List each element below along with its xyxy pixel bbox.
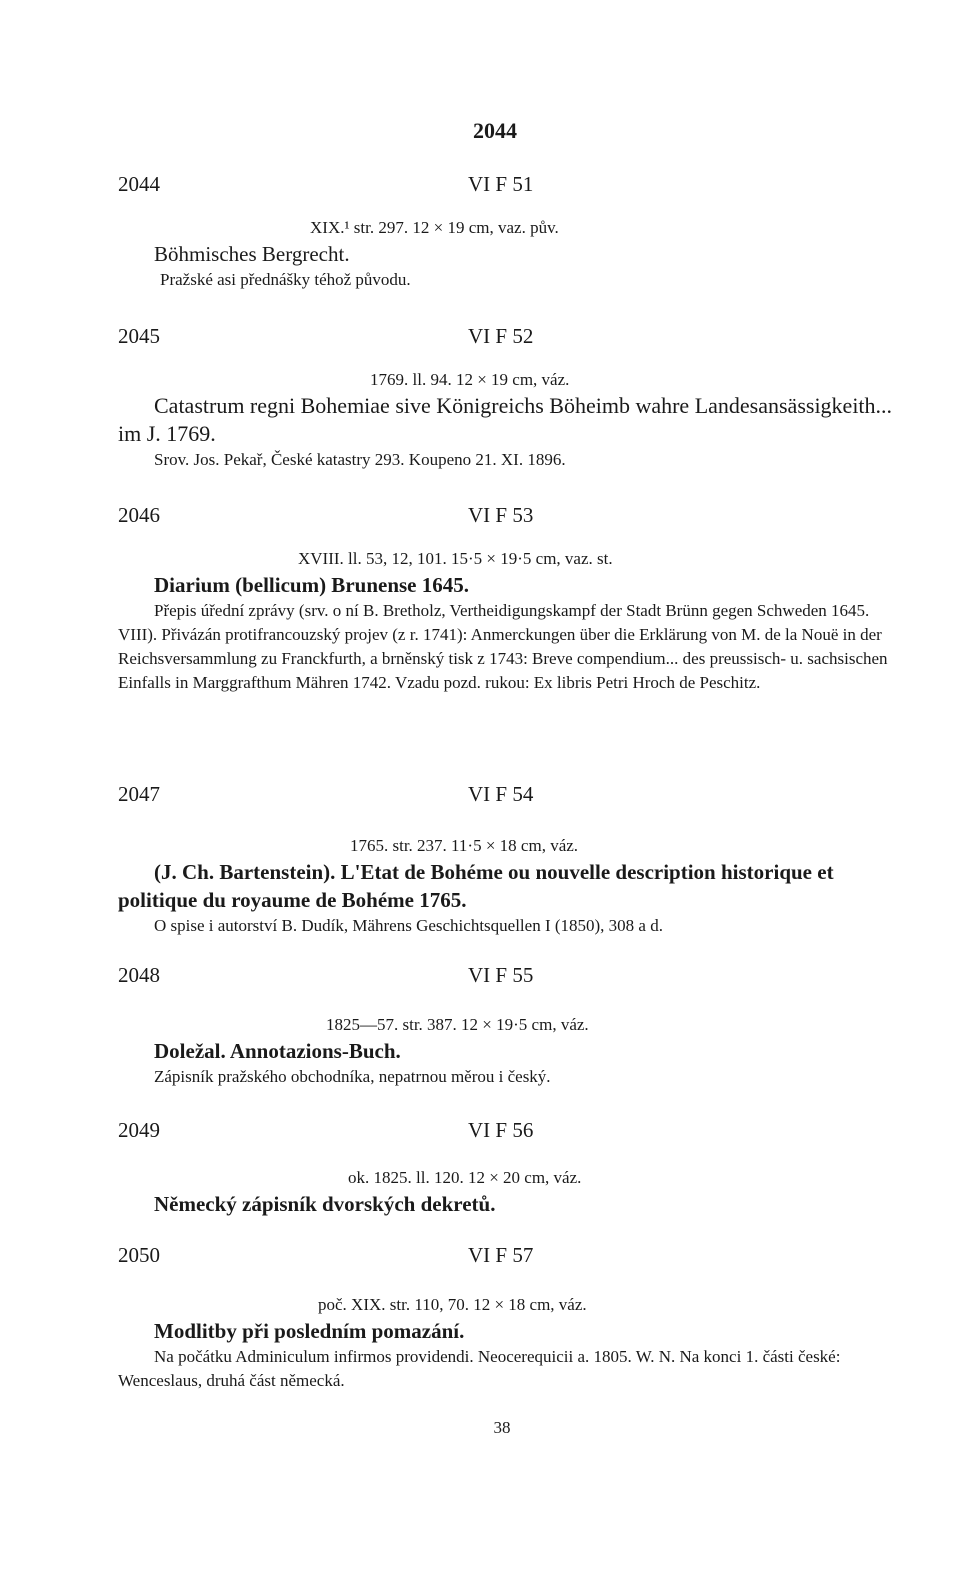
catalog-entry (118, 1243, 902, 1393)
page-header: 2044 (473, 118, 517, 143)
entry-number: 2049 (118, 1118, 160, 1142)
entry-number: 2046 (118, 503, 160, 527)
physical-description: 1765. str. 237. 11·5 × 18 cm, váz. (350, 836, 579, 855)
entry-number: 2047 (118, 782, 160, 806)
entry-number: 2048 (118, 963, 160, 987)
physical-description: 1825—57. str. 387. 12 × 19·5 cm, váz. (326, 1015, 589, 1034)
entry-note: Zápisník pražského obchodníka, nepatrnou měrou i český. (154, 1067, 551, 1086)
entry-title: Diarium (bellicum) Brunense 1645. (154, 573, 469, 597)
entry-note: Na počátku Adminiculum infirmos providendi. Neocerequicii a. 1805. W. N. Na konci 1. části české: Wenceslaus, druhá část německá. (118, 1347, 841, 1390)
entry-number: 2045 (118, 324, 160, 348)
entry-title: Catastrum regni Bohemiae sive Königreichs Böheimb wahre Landesansässigkeith... im J. 1769. (118, 393, 893, 446)
entry-title: Modlitby při posledním pomazání. (154, 1319, 465, 1343)
catalog-entry (118, 172, 902, 292)
physical-description: XVIII. ll. 53, 12, 101. 15·5 × 19·5 cm, vaz. st. (298, 549, 613, 568)
catalog-entry (118, 503, 902, 695)
catalog-entry (118, 1118, 902, 1218)
entry-note: O spise i autorství B. Dudík, Mährens Geschichtsquellen I (1850), 308 a d. (154, 916, 663, 935)
entry-number: 2050 (118, 1243, 160, 1267)
shelf-signature: VI F 51 (468, 172, 534, 196)
shelf-signature: VI F 57 (468, 1243, 534, 1267)
catalog-entry (118, 782, 902, 938)
physical-description: ok. 1825. ll. 120. 12 × 20 cm, váz. (348, 1168, 582, 1187)
entry-note: Pražské asi přednášky téhož původu. (160, 270, 411, 289)
entry-title: Böhmisches Bergrecht. (154, 242, 350, 266)
catalog-entry (118, 963, 902, 1089)
shelf-signature: VI F 56 (468, 1118, 534, 1142)
entry-note: Srov. Jos. Pekař, České katastry 293. Koupeno 21. XI. 1896. (154, 450, 566, 469)
shelf-signature: VI F 54 (468, 782, 534, 806)
catalog-entry (118, 324, 902, 472)
physical-description: poč. XIX. str. 110, 70. 12 × 18 cm, váz. (318, 1295, 587, 1314)
shelf-signature: VI F 53 (468, 503, 534, 527)
physical-description: XIX.¹ str. 297. 12 × 19 cm, vaz. pův. (310, 218, 559, 237)
shelf-signature: VI F 55 (468, 963, 534, 987)
entry-note: Přepis úřední zprávy (srv. o ní B. Bretholz, Vertheidigungskampf der Stadt Brünn gegen Schweden 1645. VIII). Přivázán protifrancouzský projev (z r. 1741): Anmerckungen über die Erklärung von M. de la Nouë in der Reichsversammlung zu Franckfurth, a brněnský tisk z 1743: Breve compendium... des preussisch- u. sachsischen Einfalls in Marggrafthum Mähren 1742. Vzadu pozd. rukou: Ex libris Petri Hroch de Peschitz. (118, 601, 888, 692)
page-number: 38 (493, 1418, 511, 1437)
entry-title: Německý zápisník dvorských dekretů. (154, 1192, 496, 1216)
entry-number: 2044 (118, 172, 160, 196)
physical-description: 1769. ll. 94. 12 × 19 cm, váz. (370, 370, 570, 389)
shelf-signature: VI F 52 (468, 324, 534, 348)
entry-title: (J. Ch. Bartenstein). L'Etat de Bohéme ou nouvelle description historique et politique du royaume de Bohéme 1765. (118, 860, 834, 912)
entry-title: Doležal. Annotazions-Buch. (154, 1039, 401, 1063)
